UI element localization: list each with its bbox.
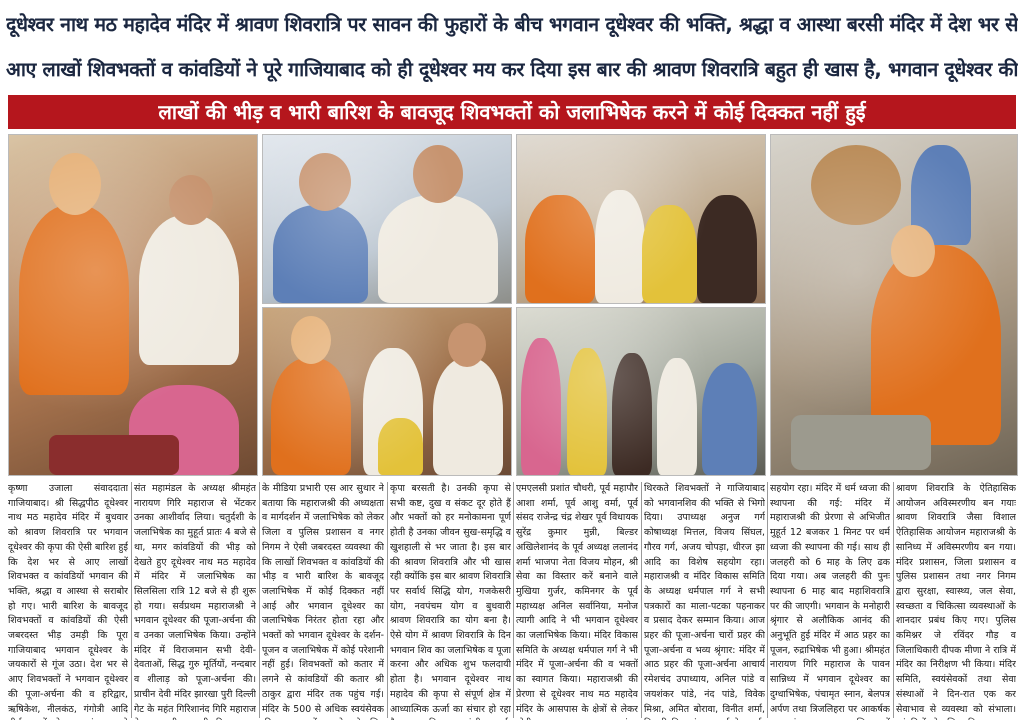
- photo-jalabhishek-ritual: [770, 134, 1018, 476]
- photo-figure: [642, 205, 697, 303]
- photo-figure: [657, 358, 697, 475]
- article-text: कृष्णा उजाला संवाददाता गाजियाबाद। श्री सिद्धपीठ दूधेश्वर नाथ मठ महादेव मंदिर में बुधवार को श्रावण शिवरात्रि पर भगवान दूधेश्वर की कृपा की ऐसी बारिश हुई कि देश भर से आए लाखों शिवभक्त व कांवडियों भगवान की भक्ति, श्रद्धा व आस्था से सराबोर हो गए। भारी बारिश के बावजूद शिवभक्तों व कांवडियों की ऐसी जबरदस्त भीड़ उमड़ी कि पूरा गाजियाबाद भगवान दूधेश्वर के जयकारों से गूंज उठा। देश भर से आए शिवभक्तों ने भगवान दूधेश्वर की पूजा-अर्चना की व हरिद्वार, ऋषिकेश, नीलकंठ, गंगोत्री आदि: [8, 483, 128, 715]
- photo-figure: [612, 353, 652, 475]
- column-divider: [387, 482, 388, 718]
- article-text: श्रावण शिवरात्रि के ऐतिहासिक आयोजन अविस्मरणीय बन गयाः श्रावण शिवरात्रि जैसा विशाल ऐतिहासिक आयोजन महाराजश्री के सानिध्य में अविस्मरणीय बन गया। मंदिर प्रशासन, जिला प्रशासन व पुलिस प्रशासन तथा नगर निगम द्वारा सुरक्षा, स्वास्थ्य, जल सेवा, स्वच्छता व चिकित्सा व्यवस्थाओं के शानदार प्रबंध किए गए। पुलिस कमिश्नर जे रविंदर गौड़ व जिलाधिकारी दीपक मीणा ने रात्रि में मंदिर का निरीक्षण भी किया। मंदिर समिति, स्वयंसेवकों तथा सेवा संस्थाओं ने दिन-रात एक कर सेवाभाव से व्यवस्था को संभाला।: [896, 483, 1016, 715]
- photo-face: [169, 175, 213, 225]
- photo-face: [413, 145, 463, 203]
- photo-dignitaries-group: [516, 134, 766, 304]
- photo-face: [891, 225, 935, 277]
- photo-figure: [363, 348, 423, 475]
- column-divider: [513, 482, 514, 718]
- column-divider: [131, 482, 132, 718]
- photo-figure: [378, 195, 498, 303]
- photo-figure: [19, 205, 129, 395]
- article-column-6: [644, 482, 765, 720]
- photo-face: [291, 316, 331, 364]
- photo-mahant-with-devotee: [8, 134, 258, 476]
- photo-figure: [271, 358, 351, 475]
- headline: दूधेश्वर नाथ मठ महादेव मंदिर में श्रावण शिवरात्रि पर सावन की फुहारों के बीच भगवान दूधेश्वर की भक्ति, श्रद्धा व आस्था बरसी मंदिर में देश भर से आए लाखों शिवभक्तों व कांवडियों ने पूरे गाजियाबाद को ही दूधेश्वर मय कर दिया इस बार की श्रावण शिवरात्रि बहुत ही खास है, भगवान दूधेश्वर की: [6, 13, 1018, 81]
- photo-figure: [525, 195, 595, 303]
- photo-kalash: [811, 145, 901, 225]
- article-column-2: [134, 482, 256, 720]
- article-column-3: [262, 482, 384, 720]
- column-divider: [767, 482, 768, 718]
- article-column-8: [896, 482, 1016, 720]
- article-column-1: [8, 482, 128, 720]
- photo-figure: [697, 195, 757, 303]
- photo-devotees-queue: [516, 307, 766, 476]
- photo-figure: [273, 205, 368, 303]
- photo-face: [448, 323, 486, 367]
- photo-face: [299, 153, 351, 211]
- photo-figure: [378, 418, 423, 475]
- photo-figure: [129, 385, 239, 475]
- photo-figure: [871, 245, 1001, 445]
- article-text: एमएलसी प्रशांत चौधरी, पूर्व महापौर आशा शर्मा, पूर्व आशु वर्मा, पूर्व संसद राजेन्द्र चंद्र शेखर पूर्व विधायक सुरेंद्र कुमार मुन्नी, बिल्डर अखिलेशानंद के पूर्व अध्यक्ष ललानंद शर्मा भाजपा नेता विजय मोहन, श्री सेवा का विस्तार करें बनाने वाले मुखिया गुर्जर, कमिनगर के पूर्व महाध्यक्ष अनिल सर्वानिया, मनोज त्यागी आदि ने भी भगवान दूधेश्वर का जलाभिषेक किया। मंदिर विकास समिति के अध्यक्ष धर्मपाल गर्ग ने भी मंदिर में पूजा-अर्चना की व भक्तों का स्वागत किया। महाराजश्री की प्रेरणा से दूधेश्वर नाथ मठ महादेव मंदिर के आसपास के क्षेत्रों से लेकर: [516, 483, 638, 715]
- photo-figure: [433, 358, 503, 475]
- photo-figure: [139, 215, 239, 365]
- article-text: सहयोग रहा। मंदिर में धर्म ध्वजा की स्थापना की गई: मंदिर में महाराजश्री की प्रेरणा से अभिजीत मुहूर्त 12 बजकर 1 मिनट पर धर्म ध्वजा की स्थापना की गई। साथ ही जलहरी को 6 माह के लिए ढक दिया गया। अब जलहरी की पुनः स्थापना 6 माह बाद महाशिवरात्रि पर की जाएगी। भगवान के मनोहारी श्रृंगार से अलौकिक आनंद की अनुभूति हुई मंदिर में आठ प्रहर का पूजन, रुद्राभिषेक भी हुआ। श्रीमहंत नारायण गिरि महाराज के पावन सान्निध्य में भगवान दूधेश्वर का दुग्धाभिषेक, पंचामृत स्नान, बेलपत्र अर्पण तथा त्रिजलिहरा पर आकर्षक: [770, 483, 890, 715]
- article-text: संत महामंडल के अध्यक्ष श्रीमहंत नारायण गिरि महाराज से भेंटकर उनका आशीर्वाद लिया। चतुर्दशी के जलाभिषेक का मुहूर्त प्रातः 4 बजे से था, मगर कांवडियों की भीड़ को देखते हुए दूधेश्वर नाथ मठ महादेव में मंदिर में जलाभिषेक का सिलसिला रात्रि 12 बजे से ही शुरू हो गया। सर्वप्रथम महाराजश्री ने भगवान दूधेश्वर की पूजा-अर्चना की व उनका जलाभिषेक किया। उन्होंने मंदिर में विराजमान सभी देवी-देवताओं, सिद्ध गुरु मूर्तियों, नन्दबार व शीलाड़ को पूजा-अर्चना की। प्राचीन देवी मंदिर झारखा पुरी दिल्ली गेट के महंत गिरिशानंद गिरि महाराज: [134, 483, 256, 715]
- article-text: कृपा बरसती है। उनकी कृपा से सभी कष्ट, दुख व संकट दूर होते हैं और भक्तों को हर मनोकामना पूर्ण होती है उनका जीवन सुख-समृद्धि व खुशहाली से भर जाता है। इस बार की श्रावण शिवरात्रि और भी खास रही क्योंकि इस बार श्रावण शिवरात्रि पर सर्वार्थ सिद्धि योग, गजकेसरी योग, नवपंचम योग व बुधवारी श्रावण शिवरात्रि का योग बना है। ऐसे योग में श्रावण शिवरात्रि के दिन भगवान शिव का जलाभिषेक व पूजा करना और अधिक शुभ फलदायी होता है। भगवान दूधेश्वर नाथ महादेव की कृपा से संपूर्ण क्षेत्र में आध्यात्मिक ऊर्जा का संचार हो रहा: [390, 483, 511, 715]
- article-column-7: [770, 482, 890, 720]
- article-column-4: [390, 482, 511, 720]
- photo-figure: [911, 145, 971, 245]
- photo-shivling: [791, 415, 931, 470]
- article-text: के मीडिया प्रभारी एस आर सुथार ने बताया कि महाराजश्री की अध्यक्षता व मार्गदर्शन में जलाभिषेक को लेकर जिला व पुलिस प्रशासन व नगर निगम ने ऐसी जबरदस्त व्यवस्था की कि लाखों शिवभक्त व कांवडियों की भीड़ व भारी बारिश के बावजूद जलाभिषेक में कोई दिक्कत नहीं आई और भगवान दूधेश्वर का जलाभिषेक निरंतर होता रहा और भक्तों को भगवान दूधेश्वर के दर्शन-पूजन व जलाभिषेक में कोई परेशानी नहीं हुई। शिवभक्तों को कतार में लगने से कांवडियों की कतार श्री ठाकुर द्वारा मंदिर तक पहुंच गई। मंदिर के 500 से अधिक स्वयंसेवक: [262, 483, 384, 715]
- column-divider: [259, 482, 260, 718]
- photo-mahant-with-family: [262, 307, 512, 476]
- photo-guests-meeting: [262, 134, 512, 304]
- photo-flower-tray: [49, 435, 179, 475]
- photo-face: [49, 153, 101, 215]
- photo-figure: [702, 363, 757, 475]
- photo-figure: [567, 348, 607, 475]
- column-divider: [641, 482, 642, 718]
- article-text: थिरकते शिवभक्तों ने गाजियाबाद को भगवानशिव की भक्ति से भिगो दिया। उपाध्यक्ष अनुज गर्ग कोषाध्यक्ष मित्तल, विजय सिंघल, गौरव गर्ग, अजय चोपड़ा, धीरज झा आदि का विशेष सहयोग रहा। महाराजश्री व मंदिर विकास समिति के अध्यक्ष धर्मपाल गर्ग ने सभी पत्रकारों का माला-पटका पहनाकर व प्रसाद देकर सम्मान किया। आज प्रहर की पूजा-अर्चना चारों प्रहर की पूजा-अर्चना व भव्य श्रृंगार: मंदिर में आठ प्रहर की पूजा-अर्चना आचार्य रमेशचंद उपाध्याय, अनिल पांडे व जयशंकर पांडे, नंद पांडे, विवेक मिश्रा, अमित बोरावा, विनीत शर्मा,: [644, 483, 765, 715]
- column-divider: [893, 482, 894, 718]
- article-column-5: [516, 482, 638, 720]
- subheadline-banner: लाखों की भीड़ व भारी बारिश के बावजूद शिवभक्तों को जलाभिषेक करने में कोई दिक्कत नहीं हुई: [8, 95, 1016, 129]
- photo-figure: [595, 190, 645, 303]
- photo-figure: [521, 338, 561, 475]
